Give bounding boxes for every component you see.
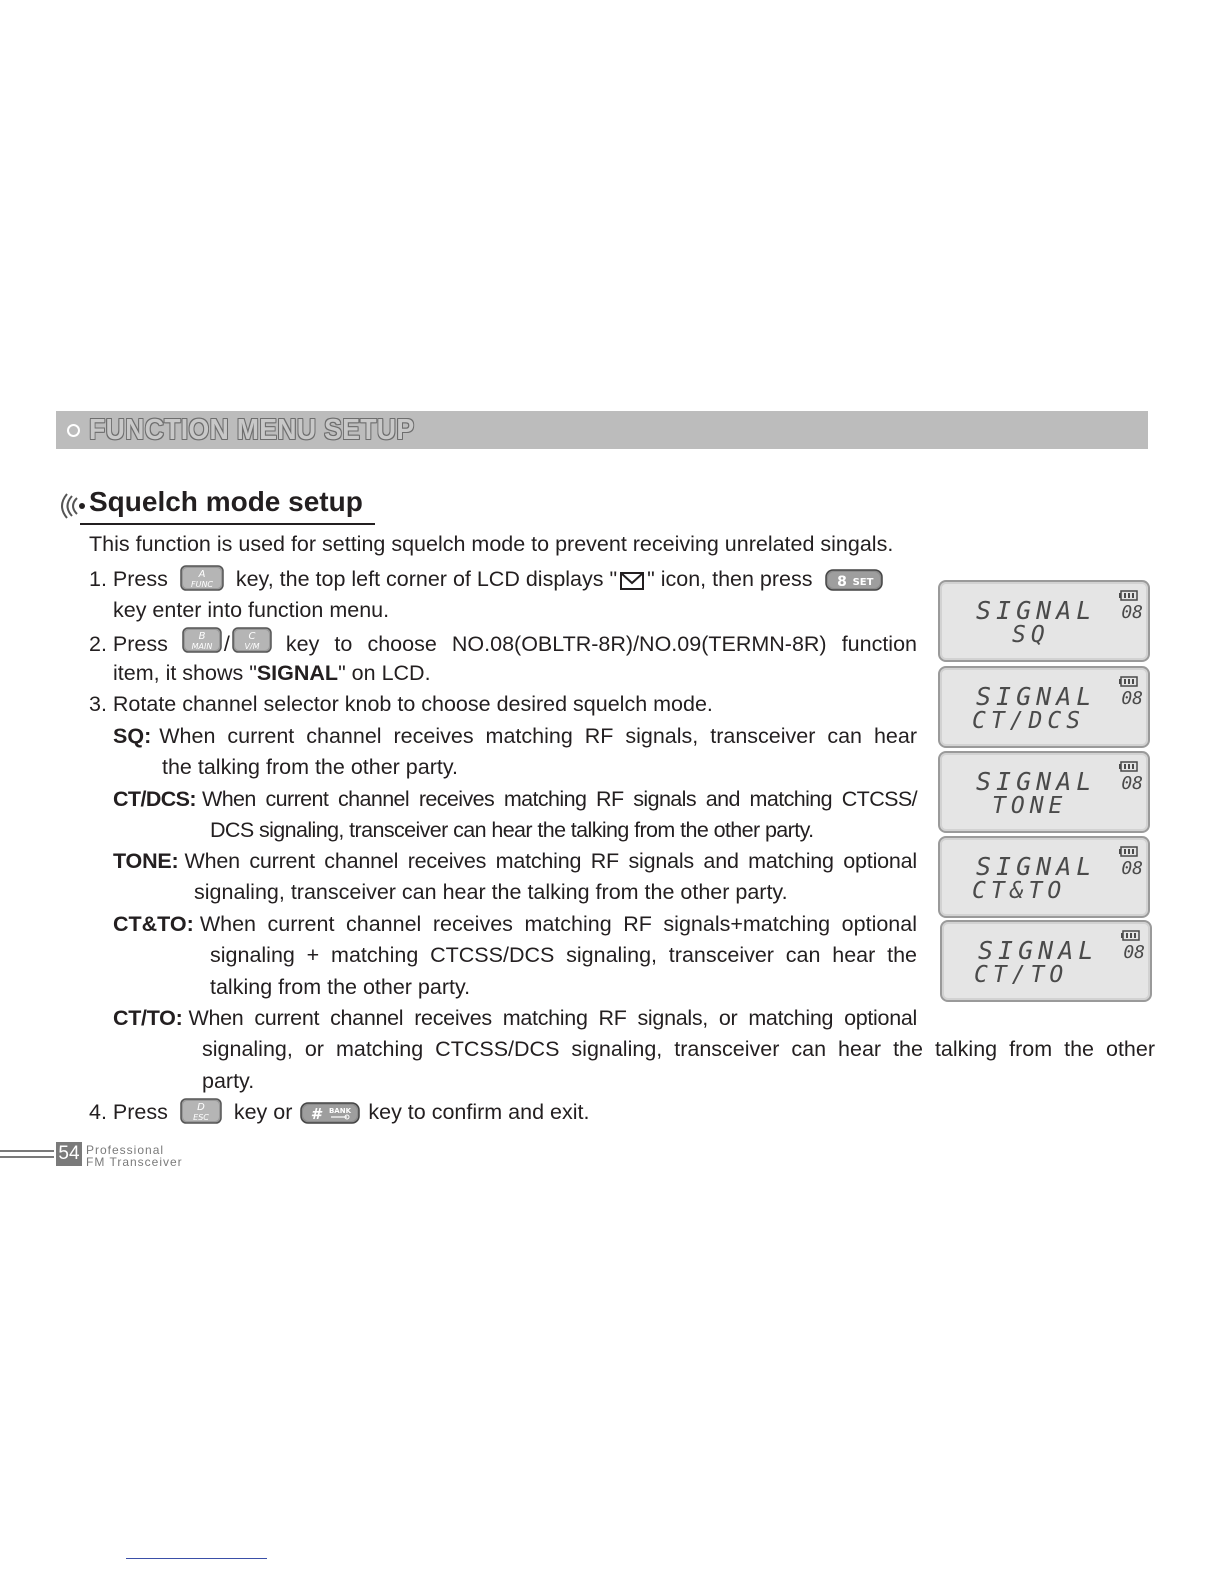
page-number: 54 <box>56 1142 82 1166</box>
step-1-number: 1. Press <box>89 567 168 591</box>
main-key-icon <box>182 627 222 662</box>
mode-ct-and-to <box>113 909 917 940</box>
step-1-mid: key, the top left corner of LCD displays " <box>235 567 618 591</box>
banner-title: FUNCTION MENU SETUP <box>89 414 415 446</box>
lcd-channel-number: 08 <box>1121 858 1143 879</box>
footer-product-line-2: FM Transceiver <box>86 1155 183 1169</box>
set-key-icon <box>825 569 883 600</box>
envelope-icon <box>619 569 645 600</box>
signal-word: SIGNAL <box>256 661 339 685</box>
battery-icon <box>1121 930 1141 942</box>
lcd-line-2: CT&TO <box>972 878 1067 904</box>
battery-icon <box>1119 676 1139 688</box>
step-2-post: " on LCD. <box>338 661 431 685</box>
footer-rule-bottom <box>0 1156 54 1158</box>
lcd-channel-number: 08 <box>1121 602 1143 623</box>
step-2-line-2 <box>113 658 431 689</box>
mode-ctdcs-label: CT/DCS: <box>113 787 196 811</box>
esc-key-icon <box>180 1098 222 1133</box>
lcd-display-ct-and-to <box>938 836 1150 918</box>
esc-key-top: D <box>197 1102 205 1113</box>
step-3-line: 3. Rotate channel selector knob to choose desired squelch mode. <box>89 692 713 716</box>
main-key-top: B <box>198 631 206 642</box>
mode-ctdcs-line-2: DCS signaling, transceiver can hear the talking from the other party. <box>210 818 814 842</box>
lcd-channel-number: 08 <box>1121 688 1143 709</box>
footer-rule-top <box>0 1150 54 1152</box>
mode-ct-to <box>113 1003 917 1034</box>
intro-text: This function is used for setting squelch mode to prevent receiving unrelated singals. <box>89 532 894 556</box>
mode-sq-line-2: the talking from the other party. <box>162 755 458 779</box>
lcd-display-ctdcs <box>938 666 1150 748</box>
lcd-line-2: CT/TO <box>974 962 1069 988</box>
mode-ct-and-to-line-1: When current channel receives matching RF signals+matching optional <box>199 912 917 936</box>
main-key-bottom: MAIN <box>191 642 213 651</box>
mode-tone-line-2: signaling, transceiver can hear the talking from the other party. <box>194 880 788 904</box>
esc-key-bottom: ESC <box>193 1113 209 1122</box>
signal-waves-icon <box>53 486 93 526</box>
bottom-link-underline <box>126 1558 267 1559</box>
battery-icon <box>1119 590 1139 602</box>
vm-key-bottom: V/M <box>244 642 260 651</box>
lcd-line-1: SIGNAL <box>976 596 1097 625</box>
lcd-line-2: SQ <box>1012 622 1050 648</box>
mode-ct-to-line-3: party. <box>202 1069 255 1093</box>
mode-ct-to-line-2: signaling, or matching CTCSS/DCS signaling, transceiver can hear the talking from the other <box>202 1037 1155 1061</box>
lcd-display-ct-to <box>940 920 1152 1002</box>
step-2-line-1 <box>89 627 917 662</box>
lcd-channel-number: 08 <box>1123 942 1145 963</box>
mode-ct-and-to-line-3: talking from the other party. <box>210 975 471 999</box>
mode-sq <box>113 721 917 752</box>
lcd-line-2: CT/DCS <box>972 708 1086 734</box>
footer-product-line-1: Professional <box>86 1143 165 1157</box>
set-key-label: SET <box>852 577 873 588</box>
lcd-line-1: SIGNAL <box>976 852 1097 881</box>
vm-key-icon <box>232 627 272 662</box>
lcd-display-sq <box>938 580 1150 662</box>
step-4-number: 4. Press <box>89 1100 168 1124</box>
step-2-slash: / <box>223 632 230 656</box>
mode-tone <box>113 846 917 877</box>
bank-key-hash: # <box>311 1105 322 1123</box>
lcd-line-1: SIGNAL <box>976 682 1097 711</box>
step-4-end: key to confirm and exit. <box>368 1100 590 1124</box>
step-4-mid: key or <box>233 1100 293 1124</box>
mode-tone-line-1: When current channel receives matching RF signals and matching optional <box>184 849 917 873</box>
lcd-channel-number: 08 <box>1121 773 1143 794</box>
section-title: Squelch mode setup <box>89 486 363 517</box>
section-title-underline <box>80 523 375 525</box>
mode-ct-to-line-1: When current channel receives matching RF signals, or matching optional <box>188 1006 917 1030</box>
func-key-top: A <box>198 569 206 580</box>
lcd-display-tone <box>938 751 1150 833</box>
step-2-number: 2. Press <box>89 632 168 656</box>
mode-sq-label: SQ: <box>113 724 152 748</box>
func-key-bottom: FUNC <box>190 580 213 589</box>
lcd-line-1: SIGNAL <box>978 936 1099 965</box>
step-1-line-2: key enter into function menu. <box>113 598 390 622</box>
mode-ct-to-label: CT/TO: <box>113 1006 183 1030</box>
set-key-num: 8 <box>836 574 847 590</box>
battery-icon <box>1119 846 1139 858</box>
mode-sq-line-1: When current channel receives matching RF signals, transceiver can hear <box>159 724 917 748</box>
bank-key-label: BANK <box>329 1107 352 1115</box>
lcd-line-2: TONE <box>992 793 1068 819</box>
step-2-pre: item, it shows " <box>113 661 257 685</box>
mode-ct-and-to-line-2: signaling + matching CTCSS/DCS signaling, transceiver can hear the <box>210 943 917 967</box>
mode-ctdcs <box>113 784 917 815</box>
battery-icon <box>1119 761 1139 773</box>
step-2-end: key to choose NO.08(OBLTR-8R)/NO.09(TERMN-8R) function <box>285 632 917 656</box>
step-1-end: " icon, then press <box>647 567 813 591</box>
lcd-line-1: SIGNAL <box>976 767 1097 796</box>
step-4-line <box>89 1097 589 1133</box>
mode-tone-label: TONE: <box>113 849 179 873</box>
bullet-circle-icon <box>67 424 80 437</box>
mode-ct-and-to-label: CT&TO: <box>113 912 194 936</box>
vm-key-top: C <box>248 631 256 642</box>
mode-ctdcs-line-1: When current channel receives matching RF signals and matching CTCSS/ <box>202 787 917 811</box>
bank-key-icon <box>300 1102 360 1133</box>
